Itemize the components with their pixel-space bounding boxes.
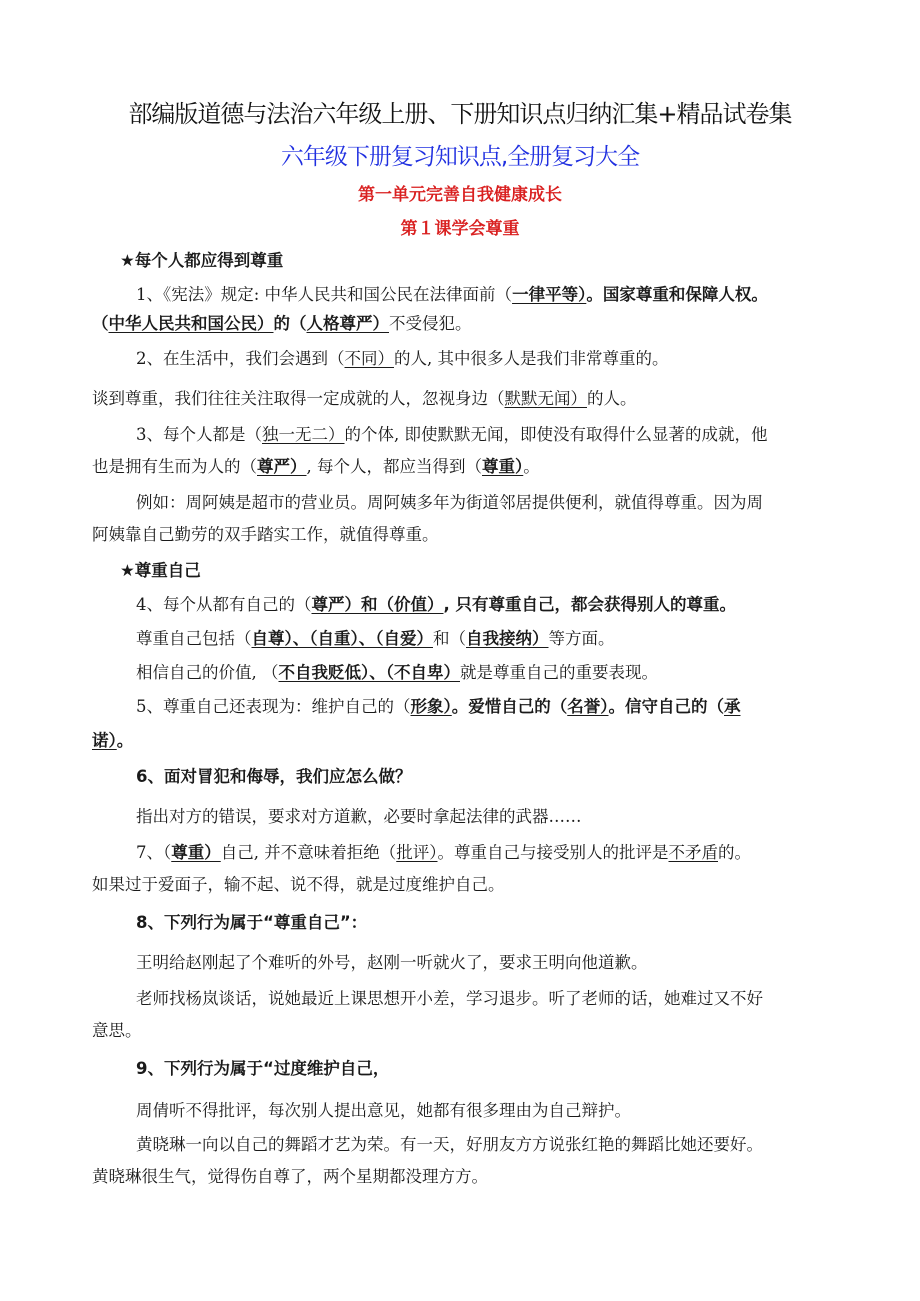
paragraph-4b [136, 628, 896, 650]
text: 。信守自己的（ [608, 697, 724, 716]
paragraph-1-line-2 [92, 313, 852, 335]
answer-blank: 尊严） [257, 457, 307, 476]
answer-blank: 一律平等） [512, 285, 587, 304]
question-9-item-1: 周倩听不得批评，每次别人提出意见，她都有很多理由为自己辩护。 [136, 1101, 631, 1120]
example-line-1: 例如：周阿姨是超市的营业员。周阿姨多年为街道邻居提供便利，就值得尊重。因为周 [136, 493, 763, 512]
document-subtitle: 六年级下册复习知识点,全册复习大全 [280, 144, 640, 170]
question-9-item-2-line-1: 黄晓琳一向以自己的舞蹈才艺为荣。有一天，好朋友方方说张红艳的舞蹈比她还要好。 [136, 1135, 763, 1154]
paragraph-5-line-2 [92, 730, 852, 752]
text: 尊重自己包括（ [136, 629, 252, 648]
paragraph-3-line-2 [92, 456, 852, 478]
text: 3、每个人都是（ [136, 425, 262, 444]
answer-blank: 名誉） [567, 697, 609, 716]
text: 也是拥有生而为人的（ [92, 457, 257, 476]
answer-blank: 尊重） [171, 843, 221, 862]
text: 不受侵犯。 [389, 314, 472, 333]
answer-blank: 独一无二） [262, 425, 345, 444]
paragraph-2 [136, 348, 896, 370]
text: 。国家尊重和保障 [586, 285, 719, 304]
text: 。爱惜自己的（ [451, 697, 568, 716]
text: , 每个人，都应当得到（ [306, 457, 482, 476]
answer-blank: 默默无闻） [504, 389, 587, 408]
answer-blank: 批评） [396, 843, 438, 862]
text: 2、在生活中，我们会遇到（ [136, 349, 345, 368]
text: 的人。 [587, 389, 637, 408]
text: 相信自己的价值, （ [136, 663, 279, 682]
answer-blank: 承 [724, 697, 741, 716]
question-8-item-2-line-2: 意思。 [92, 1021, 142, 1040]
text: 。 [116, 731, 134, 750]
answer-blank: 形象） [410, 697, 452, 716]
question-9-heading: 9、下列行为属于“过度维护自己， [136, 1059, 390, 1078]
text: 7、（ [136, 843, 172, 862]
text: 和（ [433, 629, 466, 648]
paragraph-5-line-1 [136, 696, 896, 718]
paragraph-3-line-1 [136, 424, 896, 446]
lesson-heading: 第１课学会尊重 [400, 219, 520, 239]
question-8-item-1: 王明给赵刚起了个难听的外号，赵刚一听就火了，要求王明向他道歉。 [136, 953, 648, 972]
answer-blank: 自尊）、（自重）、（自爱） [251, 629, 433, 648]
paragraph-4c [136, 662, 896, 684]
text: 谈到尊重，我们往往关注取得一定成就的人，忽视身边（ [92, 389, 505, 408]
paragraph-2b [92, 388, 852, 410]
document-title: 部编版道德与法治六年级上册、下册知识点归纳汇集+精品试卷集 [128, 100, 792, 128]
answer-blank: 尊重） [482, 457, 524, 476]
question-6-heading: 6、面对冒犯和侮辱，我们应怎么做？ [136, 767, 412, 786]
unit-heading: 第一单元完善自我健康成长 [358, 185, 562, 205]
answer-blank: 人格尊严） [306, 314, 389, 333]
text: 和（ [361, 595, 394, 614]
text: 。 [523, 457, 540, 476]
text: 的个体, 即使默默无闻，即使没有取得什么显著的成就，他 [344, 425, 768, 444]
text: 4、每个从都有自己的（ [136, 595, 312, 614]
text: , 只有尊重自己，都会获得别人的尊重。 [443, 595, 737, 614]
text: 的。 [718, 843, 751, 862]
answer-blank: 诺） [92, 731, 117, 750]
text: 。尊重自己与接受别人的批评是 [437, 843, 669, 862]
text: 的人, 其中很多人是我们非常尊重的。 [394, 349, 669, 368]
text: （ [92, 314, 109, 333]
answer-blank: 不自我贬低）、（不自卑） [278, 663, 460, 682]
question-8-item-2-line-1: 老师找杨岚谈话，说她最近上课思想开小差，学习退步。听了老师的话，她难过又不好 [136, 989, 763, 1008]
section-heading-respect-self: ★尊重自己 [120, 561, 201, 580]
paragraph-4 [136, 594, 896, 616]
paragraph-7-line-2: 如果过于爱面子，输不起、说不得，就是过度维护自己。 [92, 875, 505, 894]
answer-blank: 中华人民共和国公民） [108, 314, 274, 333]
question-6-answer: 指出对方的错误，要求对方道歉，必要时拿起法律的武器…… [136, 807, 582, 826]
text: 5、尊重自己还表现为：维护自己的（ [136, 697, 411, 716]
answer-blank: 不同） [344, 349, 394, 368]
answer-blank: 不矛盾 [668, 843, 718, 862]
answer-blank: 尊严） [311, 595, 361, 614]
text: 等方面。 [548, 629, 615, 648]
key-term: 人权。 [718, 285, 768, 304]
answer-blank: 价值） [394, 595, 444, 614]
question-9-item-2-line-2: 黄晓琳很生气，觉得伤自尊了，两个星期都没理方方。 [92, 1167, 488, 1186]
text: 就是尊重自己的重要表现。 [460, 663, 658, 682]
example-line-2: 阿姨靠自己勤劳的双手踏实工作，就值得尊重。 [92, 525, 439, 544]
paragraph-1-line-1 [136, 284, 896, 306]
text: 的（ [273, 314, 307, 333]
text: 1、《宪法》规定: 中华人民共和国公民在法律面前（ [136, 285, 513, 304]
answer-blank: 自我接纳） [466, 629, 549, 648]
question-8-heading: 8、下列行为属于“尊重自己”： [136, 913, 368, 932]
section-heading-respect-everyone: ★每个人都应得到尊重 [120, 251, 284, 270]
text: 自己, 并不意味着拒绝（ [220, 843, 397, 862]
paragraph-7-line-1 [136, 842, 896, 864]
